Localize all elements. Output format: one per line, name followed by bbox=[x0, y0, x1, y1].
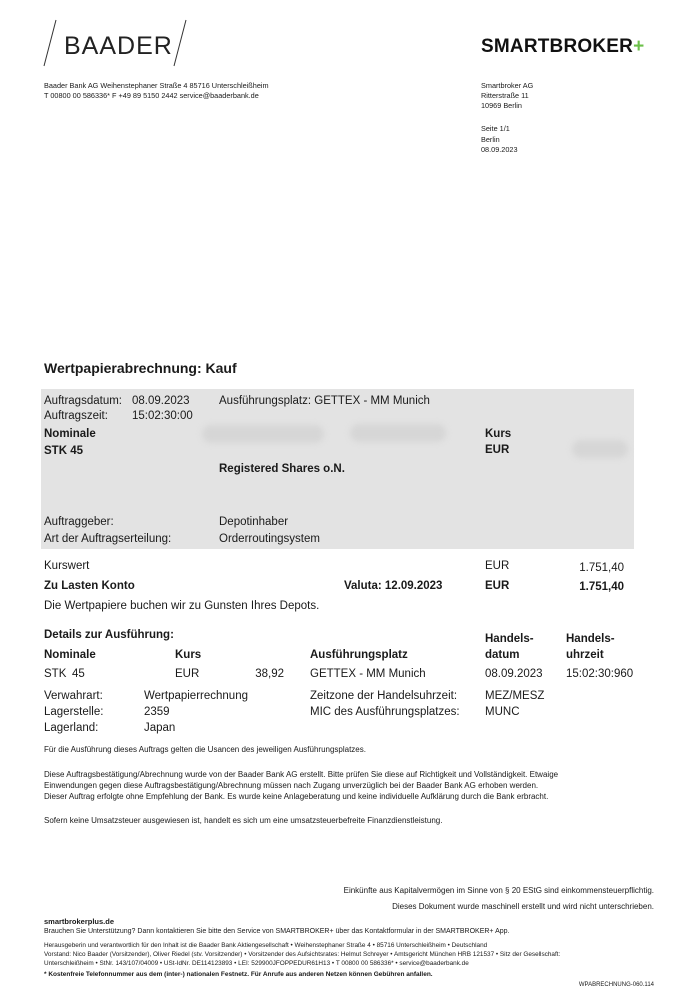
market-value-label: Kurswert bbox=[44, 560, 90, 572]
exec-trade-date: 08.09.2023 bbox=[485, 668, 543, 680]
depository-value: 2359 bbox=[144, 706, 170, 718]
market-value-currency: EUR bbox=[485, 560, 510, 572]
page-title: Wertpapierabrechnung: Kauf bbox=[44, 360, 237, 376]
recipient-city: 10969 Berlin bbox=[481, 101, 522, 110]
col-header-trade-date-2: datum bbox=[485, 649, 520, 661]
storage-country-value: Japan bbox=[144, 722, 176, 734]
usance-note: Für die Ausführung dieses Auftrags gelten die Usancen des jeweiligen Ausführungsplatzes. bbox=[44, 745, 366, 754]
footer-legal-1: Herausgeberin und verantwortlich für den Inhalt ist die Baader Bank Aktiengesellschaft • Weihenstephaner Straße 4 • 85716 Unterschleißheim • Deutschland bbox=[44, 942, 488, 949]
order-date-label: Auftragsdatum: bbox=[44, 395, 122, 407]
income-tax-note: Einkünfte aus Kapitalvermögen im Sinne von § 20 EStG sind einkommensteuerpflichtig. bbox=[343, 886, 654, 895]
mic-value: MUNC bbox=[485, 706, 520, 718]
order-type-label: Art der Auftragserteilung: bbox=[44, 533, 172, 545]
redacted-price bbox=[572, 440, 628, 458]
depository-label: Lagerstelle: bbox=[44, 706, 104, 718]
execution-heading: Details zur Ausführung: bbox=[44, 629, 174, 641]
sender-line-1: Baader Bank AG Weihenstephaner Straße 4 85716 Unterschleißheim bbox=[44, 81, 269, 90]
redacted-security-name-2 bbox=[350, 424, 446, 442]
sender-line-2: T 00800 00 586336* F +49 89 5150 2442 service@baaderbank.de bbox=[44, 91, 259, 100]
col-header-nominal: Nominale bbox=[44, 649, 96, 661]
footer-support: Brauchen Sie Unterstützung? Dann kontaktieren Sie bitte den Service von SMARTBROKER+ über das Kontaktformular in der SMARTBROKER+ App. bbox=[44, 928, 510, 935]
smartbroker-plus-icon: + bbox=[633, 36, 645, 57]
document-code: WPABRECHNUNG-060.114 bbox=[578, 982, 654, 988]
order-time-label: Auftragszeit: bbox=[44, 410, 108, 422]
debit-account-label: Zu Lasten Konto bbox=[44, 580, 135, 592]
storage-country-label: Lagerland: bbox=[44, 722, 99, 734]
order-date: 08.09.2023 bbox=[132, 395, 190, 407]
timezone-label: Zeitzone der Handelsuhrzeit: bbox=[310, 690, 458, 702]
value-date: Valuta: 12.09.2023 bbox=[344, 580, 443, 592]
execution-venue-label: Ausführungsplatz: GETTEX - MM Munich bbox=[219, 395, 430, 407]
baader-logo bbox=[42, 18, 192, 68]
exec-quantity: 45 bbox=[72, 668, 85, 680]
col-header-trade-date-1: Handels- bbox=[485, 633, 534, 645]
market-value-amount: 1.751,40 bbox=[579, 562, 624, 574]
nominal-label: Nominale bbox=[44, 428, 96, 440]
timezone-value: MEZ/MESZ bbox=[485, 690, 545, 702]
footer-legal-3: Unterschleißheim • StNr. 143/107/04009 • USt-IdNr. DE114123893 • LEI: 529900JFOPPEDUR61H13 • T 00800 00 586336* • service@baaderbank.de bbox=[44, 960, 469, 967]
footer-freecall-note: * Kostenfreie Telefonnummer aus dem (inter-) nationalen Festnetz. Für Anrufe aus anderen Netzen können Gebühren anfallen. bbox=[44, 971, 433, 978]
debit-currency: EUR bbox=[485, 580, 510, 592]
price-label: Kurs bbox=[485, 428, 512, 440]
footer-website: smartbrokerplus.de bbox=[44, 917, 115, 926]
smartbroker-logo-text: SMARTBROKER bbox=[481, 36, 634, 57]
exec-trade-time: 15:02:30:960 bbox=[566, 668, 634, 680]
security-description: Registered Shares o.N. bbox=[219, 463, 345, 475]
tax-note: Sofern keine Umsatzsteuer ausgewiesen ist, handelt es sich um eine umsatzsteuerbefreite Finanzdienstleistung. bbox=[44, 816, 443, 825]
debit-amount: 1.751,40 bbox=[579, 581, 624, 593]
booking-note: Die Wertpapiere buchen wir zu Gunsten Ihres Depots. bbox=[44, 600, 320, 612]
recipient-name: Smartbroker AG bbox=[481, 81, 534, 90]
legal-note-3: Dieser Auftrag erfolgte ohne Empfehlung der Bank. Es wurde keine Anlageberatung und keine individuelle Aufklärung durch die Bank erbracht. bbox=[44, 792, 549, 801]
footer-legal-2: Vorstand: Nico Baader (Vorsitzender), Oliver Riedel (stv. Vorsitzender) • Vorsitzender des Aufsichtsrates: Helmut Schreyer • Amtsgericht München HRB 121537 • Sitz der Gesellschaft: bbox=[44, 951, 561, 958]
recipient-street: Ritterstraße 11 bbox=[481, 91, 529, 100]
col-header-trade-time-1: Handels- bbox=[566, 633, 615, 645]
price-currency: EUR bbox=[485, 444, 510, 456]
exec-currency: EUR bbox=[175, 668, 200, 680]
client-label: Auftraggeber: bbox=[44, 516, 114, 528]
col-header-venue: Ausführungsplatz bbox=[310, 649, 408, 661]
custody-label: Verwahrart: bbox=[44, 690, 103, 702]
exec-unit: STK bbox=[44, 668, 67, 680]
mic-label: MIC des Ausführungsplatzes: bbox=[310, 706, 460, 718]
exec-price: 38,92 bbox=[255, 668, 284, 680]
client-value: Depotinhaber bbox=[219, 516, 289, 528]
nominal-value: STK 45 bbox=[44, 445, 83, 457]
legal-note-1: Diese Auftragsbestätigung/Abrechnung wurde von der Baader Bank AG erstellt. Bitte prüfen Sie diese auf Richtigkeit und Vollständigkeit. Etwaige bbox=[44, 770, 559, 779]
page-number: Seite 1/1 bbox=[481, 124, 510, 133]
order-type-value: Orderroutingsystem bbox=[219, 533, 320, 545]
legal-note-2: Einwendungen gegen diese Auftragsbestätigung/Abrechnung müssen nach Zugang unverzüglich bei der Baader Bank AG erhoben werden. bbox=[44, 781, 539, 790]
smartbroker-logo bbox=[481, 36, 644, 58]
document-place: Berlin bbox=[481, 135, 500, 144]
baader-logo-text: BAADER bbox=[64, 32, 173, 60]
document-date: 08.09.2023 bbox=[481, 145, 518, 154]
custody-value: Wertpapierrechnung bbox=[144, 690, 248, 702]
col-header-price: Kurs bbox=[175, 649, 202, 661]
order-time: 15:02:30:00 bbox=[132, 410, 193, 422]
redacted-security-name bbox=[202, 425, 324, 443]
exec-venue: GETTEX - MM Munich bbox=[310, 668, 426, 680]
machine-generated-note: Dieses Dokument wurde maschinell erstellt und wird nicht unterschrieben. bbox=[392, 902, 654, 911]
col-header-trade-time-2: uhrzeit bbox=[566, 649, 604, 661]
